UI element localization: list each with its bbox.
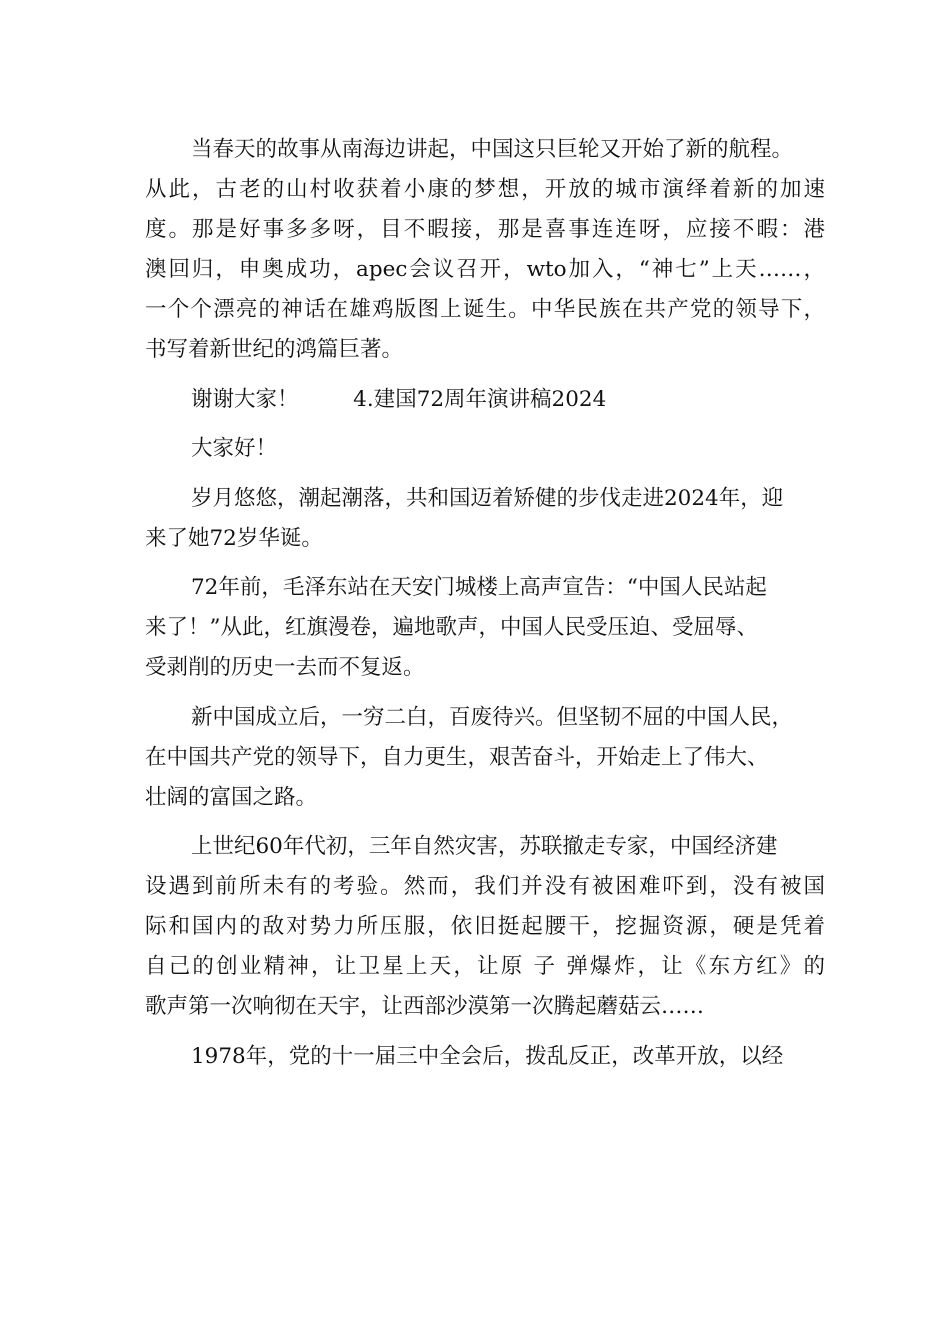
text-line: 大家好！	[191, 436, 278, 461]
text-line: 澳回归，申奥成功，apec会议召开，wto加入，“神七”上天……，	[145, 257, 825, 282]
text-line: 谢谢大家！ 4.建国72周年演讲稿2024	[191, 386, 607, 412]
text-line: 书写着新世纪的鸿篇巨著。	[145, 337, 404, 362]
paragraph	[145, 429, 825, 469]
paragraph	[145, 130, 825, 370]
text-line: 新中国成立后，一穷二白，百废待兴。但坚韧不屈的中国人民，	[191, 704, 794, 730]
text-line: 在中国共产党的领导下，自力更生，艰苦奋斗，开始走上了伟大、	[145, 744, 769, 770]
text-line: 设遇到前所未有的考验。然而，我们并没有被困难吓到，没有被国	[145, 874, 825, 899]
text-line: 1978年，党的十一届三中全会后，拨乱反正，改革开放，以经	[191, 1043, 784, 1069]
text-line: 从此，古老的山村收获着小康的梦想，开放的城市演绎着新的加速	[145, 177, 825, 202]
text-line: 来了她72岁华诞。	[145, 525, 323, 551]
paragraph	[145, 698, 825, 818]
paragraph	[145, 827, 825, 1027]
text-line: 受剥削的历史一去而不复返。	[145, 655, 425, 680]
paragraph	[145, 568, 825, 688]
paragraph	[145, 479, 825, 559]
text-line: 壮阔的富国之路。	[145, 784, 318, 810]
text-line: 一个个漂亮的神话在雄鸡版图上诞生。中华民族在共产党的领导下，	[145, 297, 825, 322]
text-line: 际和国内的敌对势力所压服，依旧挺起腰干，挖掘资源，硬是凭着	[145, 914, 825, 939]
text-line: 度。那是好事多多呀，目不暇接，那是喜事连连呀，应接不暇：港	[145, 217, 825, 242]
paragraph	[145, 1037, 825, 1077]
text-line: 来了！”从此，红旗漫卷，遍地歌声，中国人民受压迫、受屈辱、	[145, 615, 758, 640]
text-line: 上世纪60年代初，三年自然灾害，苏联撤走专家，中国经济建	[191, 834, 778, 859]
text-line: 自己的创业精神，让卫星上天，让原 子 弹爆炸，让《东方红》的	[145, 954, 825, 979]
paragraph	[145, 380, 825, 420]
text-line: 当春天的故事从南海边讲起，中国这只巨轮又开始了新的航程。	[191, 137, 794, 162]
text-line: 72年前，毛泽东站在天安门城楼上高声宣告：“中国人民站起	[191, 575, 767, 600]
text-line: 歌声第一次响彻在天宇，让西部沙漠第一次腾起蘑菇云……	[145, 994, 705, 1019]
text-line: 岁月悠悠，潮起潮落，共和国迈着矫健的步伐走进2024年，迎	[191, 485, 784, 511]
document-body	[145, 130, 825, 1077]
